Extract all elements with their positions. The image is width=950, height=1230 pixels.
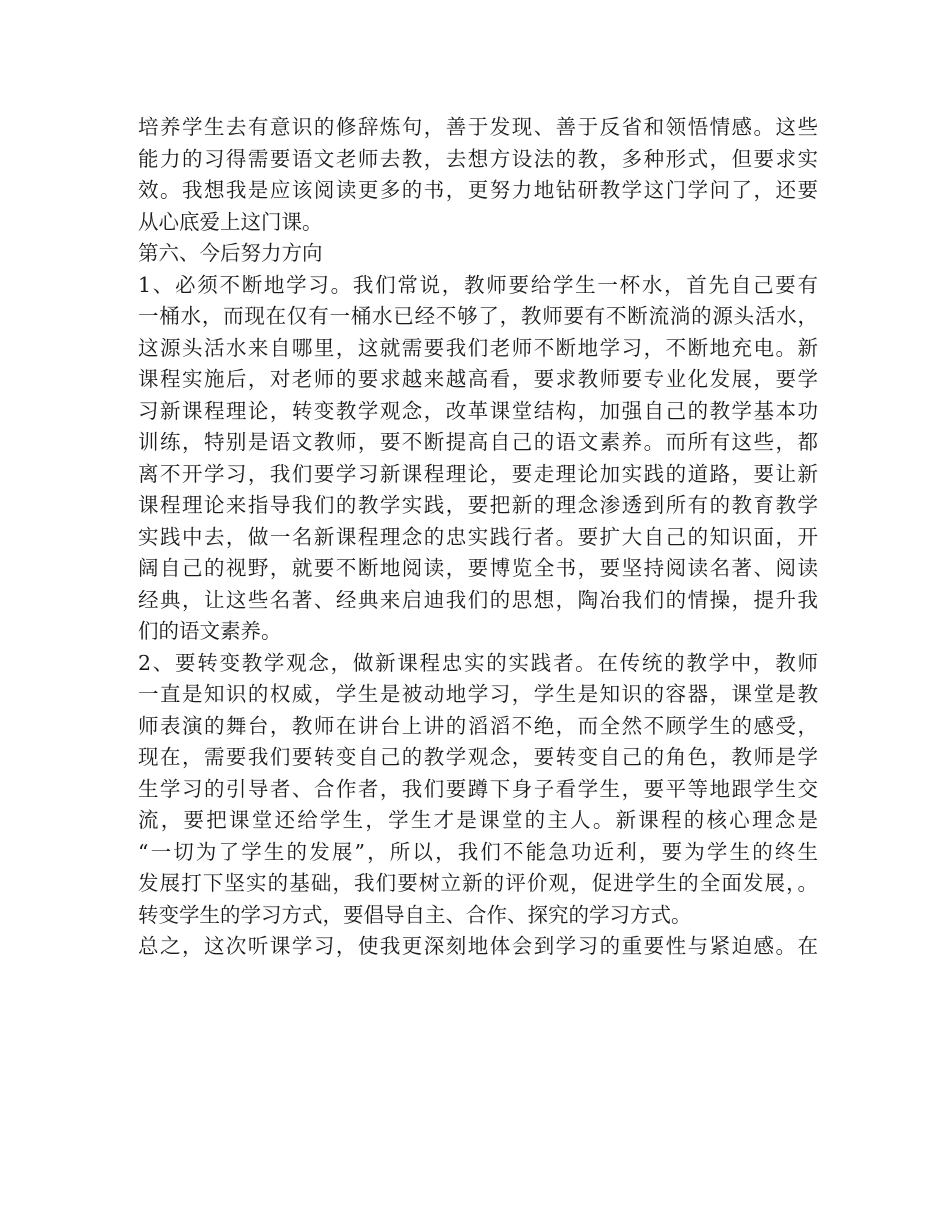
text-line: 一桶水，而现在仅有一桶水已经不够了，教师要有不断流淌的源头活水，: [138, 304, 818, 328]
document-body: [138, 112, 818, 963]
text-line: “一切为了学生的发展”，所以，我们不能急功近利，要为学生的终生: [138, 839, 818, 864]
text-line: 经典，让这些名著、经典来启迪我们的思想，陶冶我们的情操，提升我: [138, 587, 818, 612]
text-line: 这源头活水来自哪里，这就需要我们老师不断地学习，不断地充电。新: [138, 335, 818, 360]
text-line: 发展打下坚实的基础，我们要树立新的评价观，促进学生的全面发展，。: [138, 871, 818, 895]
text-line: 能力的习得需要语文老师去教，去想方设法的教，多种形式，但要求实: [138, 146, 818, 171]
text-line: 课程实施后，对老师的要求越来越高看，要求教师要专业化发展，要学: [138, 367, 818, 391]
text-line: 流，要把课堂还给学生，学生才是课堂的主人。新课程的核心理念是: [138, 808, 818, 832]
text-line: 培养学生去有意识的修辞炼句，善于发现、善于反省和领悟情感。这些: [138, 115, 818, 139]
text-line: 实践中去，做一名新课程理念的忠实践行者。要扩大自己的知识面，开: [138, 524, 818, 549]
paragraph-end-line: 们的语文素养。: [138, 619, 282, 643]
text-line: 效。我想我是应该阅读更多的书，更努力地钻研教学这门学问了，还要: [138, 178, 818, 202]
section-heading: 第六、今后努力方向: [138, 241, 323, 265]
text-line: 2、要转变教学观念，做新课程忠实的实践者。在传统的教学中，教师: [138, 650, 818, 675]
text-line: 1、必须不断地学习。我们常说，教师要给学生一杯水，首先自己要有: [138, 272, 818, 297]
text-line: 课程理论来指导我们的教学实践，要把新的理念渗透到所有的教育教学: [138, 493, 818, 517]
text-line: 师表演的舞台，教师在讲台上讲的滔滔不绝，而全然不顾学生的感受，: [138, 713, 818, 738]
paragraph-end-line: 从心底爱上这门课。: [138, 209, 323, 234]
text-line: 现在，需要我们要转变自己的教学观念，要转变自己的角色，教师是学: [138, 745, 818, 769]
text-line: 生学习的引导者、合作者，我们要蹲下身子看学生，要平等地跟学生交: [138, 776, 818, 801]
paragraph-end-line: 转变学生的学习方式，要倡导自主、合作、探究的学习方式。: [138, 902, 692, 927]
text-line: 一直是知识的权威，学生是被动地学习，学生是知识的容器，课堂是教: [138, 682, 818, 706]
text-line: 总之，这次听课学习，使我更深刻地体会到学习的重要性与紧迫感。在: [138, 934, 818, 958]
text-line: 训练，特别是语文教师，要不断提高自己的语文素养。而所有这些，都: [138, 430, 818, 454]
text-line: 习新课程理论，转变教学观念，改革课堂结构，加强自己的教学基本功: [138, 398, 818, 423]
text-line: 阔自己的视野，就要不断地阅读，要博览全书，要坚持阅读名著、阅读: [138, 556, 818, 580]
text-line: 离不开学习，我们要学习新课程理论，要走理论加实践的道路，要让新: [138, 461, 818, 486]
